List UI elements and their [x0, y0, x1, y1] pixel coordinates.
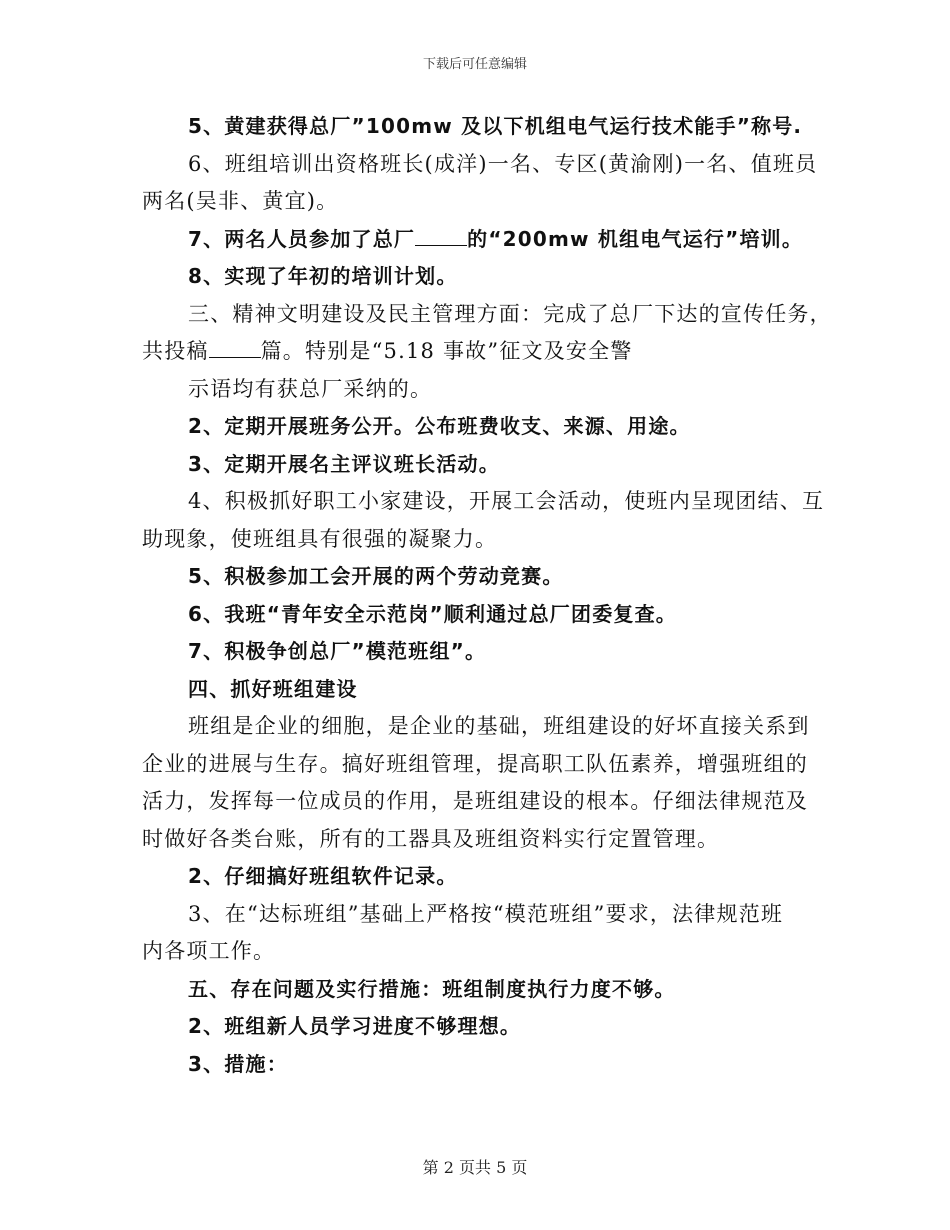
line-text: 4、积极抓好职工小家建设，开展工会活动，使班内呈现团结、互 — [188, 489, 825, 513]
paragraph-line — [142, 1008, 812, 1046]
line-text: 6、我班“青年安全示范岗”顺利通过总厂团委复查。 — [188, 601, 678, 626]
paragraph-line — [142, 183, 812, 221]
line-text: 企业的进展与生存。搞好班组管理，提高职工队伍素养，增强班组的 — [142, 751, 808, 776]
paragraph-line — [142, 408, 812, 446]
paragraph-line — [142, 146, 818, 184]
line-text: 2、班组新人员学习进度不够理想。 — [188, 1014, 522, 1038]
line-text: 6、班组培训出资格班长(成洋)一名、专区(黄渝刚)一名、值班员 — [188, 151, 818, 176]
paragraph-line — [142, 371, 812, 409]
line-text: 3、在“达标班组”基础上严格按“模范班组”要求，法律规范班 — [188, 901, 784, 926]
paragraph-line — [142, 671, 812, 709]
line-text: 示语均有获总厂采纳的。 — [188, 376, 433, 401]
paragraph-line — [142, 896, 812, 934]
line-text: 三、精神文明建设及民主管理方面：完成了总厂下达的宣传任务， — [188, 301, 832, 326]
paragraph-line — [142, 596, 812, 634]
line-text: 两名(吴非、黄宜)。 — [142, 189, 339, 213]
paragraph-line — [142, 858, 812, 896]
line-text: 5、黄建获得总厂”100mw 及以下机组电气运行技术能手”称号. — [188, 114, 803, 138]
page-header: 下载后可任意编辑 — [422, 57, 527, 72]
line-text: 7、积极争创总厂”模范班组”。 — [188, 639, 487, 663]
line-text-continued: 的“200mw 机组电气运行”培训。 — [467, 226, 804, 251]
line-text: 内各项工作。 — [142, 939, 276, 963]
line-text: 2、仔细搞好班组软件记录。 — [188, 864, 458, 888]
line-text: 8、实现了年初的培训计划。 — [188, 264, 458, 288]
paragraph-line — [142, 483, 825, 521]
line-text: 活力，发挥每一位成员的作用，是班组建设的根本。仔细法律规范及 — [142, 789, 808, 813]
line-text: 2、定期开展班务公开。公布班费收支、来源、用途。 — [188, 414, 691, 438]
paragraph-line — [142, 446, 812, 484]
line-text: 四、抓好班组建设 — [188, 676, 358, 701]
paragraph-line — [142, 821, 812, 859]
paragraph-line — [142, 296, 832, 334]
fill-in-blank — [415, 227, 467, 246]
line-text: 助现象，使班组具有很强的凝聚力。 — [142, 526, 498, 551]
paragraph-line — [142, 933, 812, 971]
line-text: 5、积极参加工会开展的两个劳动竞赛。 — [188, 564, 564, 588]
document-body — [142, 108, 832, 1083]
paragraph-line — [142, 746, 812, 784]
line-text: 时做好各类台账，所有的工器具及班组资料实行定置管理。 — [142, 826, 720, 851]
paragraph-line — [142, 633, 812, 671]
paragraph-line — [142, 521, 812, 559]
line-text: 7、两名人员参加了总厂 — [188, 226, 416, 251]
line-text: 共投稿 — [142, 339, 209, 363]
line-text: 3、定期开展名主评议班长活动。 — [188, 451, 500, 476]
line-text: 五、存在问题及实行措施：班组制度执行力度不够。 — [188, 976, 676, 1001]
paragraph-line — [142, 558, 812, 596]
paragraph-line — [142, 783, 812, 821]
paragraph-line — [142, 221, 812, 259]
paragraph-line — [142, 1046, 812, 1084]
paragraph-line — [142, 258, 812, 296]
paragraph-line — [142, 108, 812, 146]
line-text: 班组是企业的细胞，是企业的基础，班组建设的好坏直接关系到 — [188, 714, 810, 738]
paragraph-line — [142, 708, 812, 746]
line-text-continued: 篇。特别是“5.18 事故”征文及安全警 — [260, 339, 633, 363]
line-text: 3、措施： — [188, 1051, 288, 1076]
paragraph-line — [142, 971, 812, 1009]
page-footer: 第 2 页共 5 页 — [422, 1158, 528, 1177]
paragraph-line — [142, 333, 812, 371]
fill-in-blank — [209, 339, 261, 358]
